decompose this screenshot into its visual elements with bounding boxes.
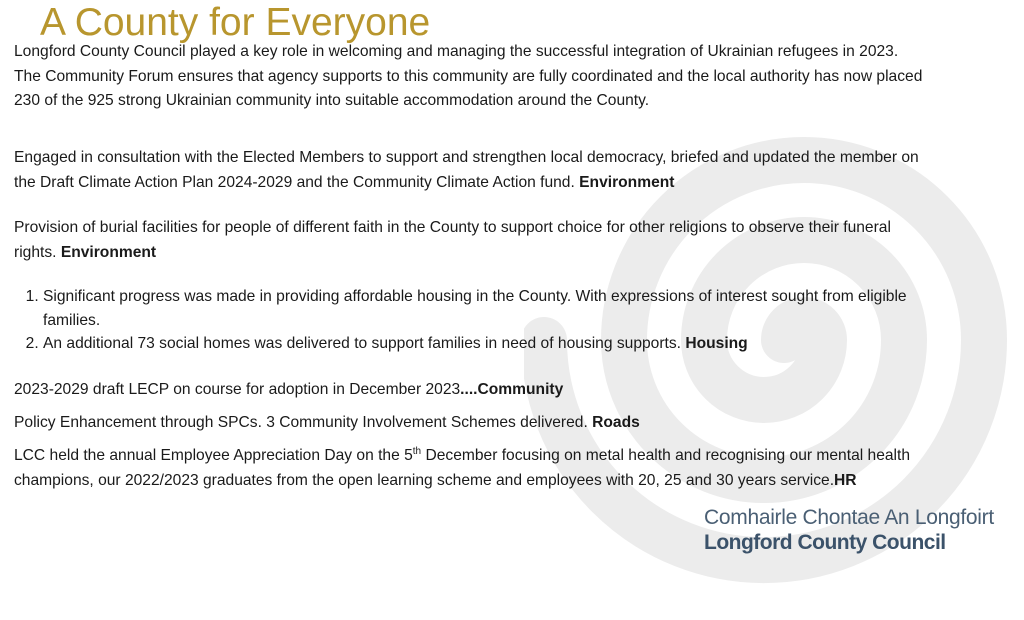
paragraph-lecp (14, 378, 563, 403)
page-title: A County for Everyone (40, 1, 431, 44)
paragraph-policy-text: Policy Enhancement through SPCs. 3 Community Involvement Schemes delivered. (14, 414, 588, 431)
council-logo (704, 505, 994, 555)
paragraph-burial-text: Provision of burial facilities for people of different faith in the County to support choice for other religions to observe their funeral rights. (14, 219, 891, 261)
list-item (43, 285, 933, 332)
paragraph-ukrainian: Longford County Council played a key role in welcoming and managing the successful integration of Ukrainian refugees in 2023. The Community Forum ensures that agency supports to this community are fully coordinated and the local authority has now placed 230 of the 925 strong Ukrainian community into suitable accommodation around the County. (14, 43, 923, 110)
ordinal-suffix: th (412, 445, 422, 457)
logo-english-name: Longford County Council (704, 531, 946, 554)
list-item (43, 332, 933, 356)
list-item-text: Significant progress was made in providing affordable housing in the County. With expressions of interest sought from eligible families. (43, 288, 907, 329)
tag-community: ....Community (460, 381, 564, 398)
tag-environment-burial: Environment (60, 243, 157, 261)
paragraph-consultation-text: Engaged in consultation with the Elected Members to support and strengthen local democracy, briefed and updated the member on the Draft Climate Action Plan 2024-2029 and the Community Climate Action fund. (14, 149, 919, 191)
logo-irish-name: Comhairle Chontae An Longfoirt (704, 506, 994, 529)
tag-housing: Housing (685, 335, 748, 352)
paragraph-employee (14, 444, 929, 493)
tag-environment: Environment (579, 173, 675, 191)
paragraph-lecp-text: 2023-2029 draft LECP on course for adoption in December 2023 (14, 381, 461, 398)
paragraph-policy (14, 411, 640, 436)
tag-hr: HR (834, 471, 857, 489)
paragraph-employee-text-start: LCC held the annual Employee Appreciation Day on the 5 (14, 447, 413, 464)
paragraph-employee-text-end: December focusing on metal health and recognising our mental health champions, our 2022/2023 graduates from the open learning scheme and employees with 20, 25 and 30 years service. (14, 447, 911, 489)
list-item-text: An additional 73 social homes was delivered to support families in need of housing supports. (43, 335, 681, 352)
tag-roads: Roads (592, 414, 640, 431)
paragraph-consultation (14, 146, 929, 195)
housing-list (14, 285, 933, 356)
paragraph-burial (14, 216, 929, 265)
